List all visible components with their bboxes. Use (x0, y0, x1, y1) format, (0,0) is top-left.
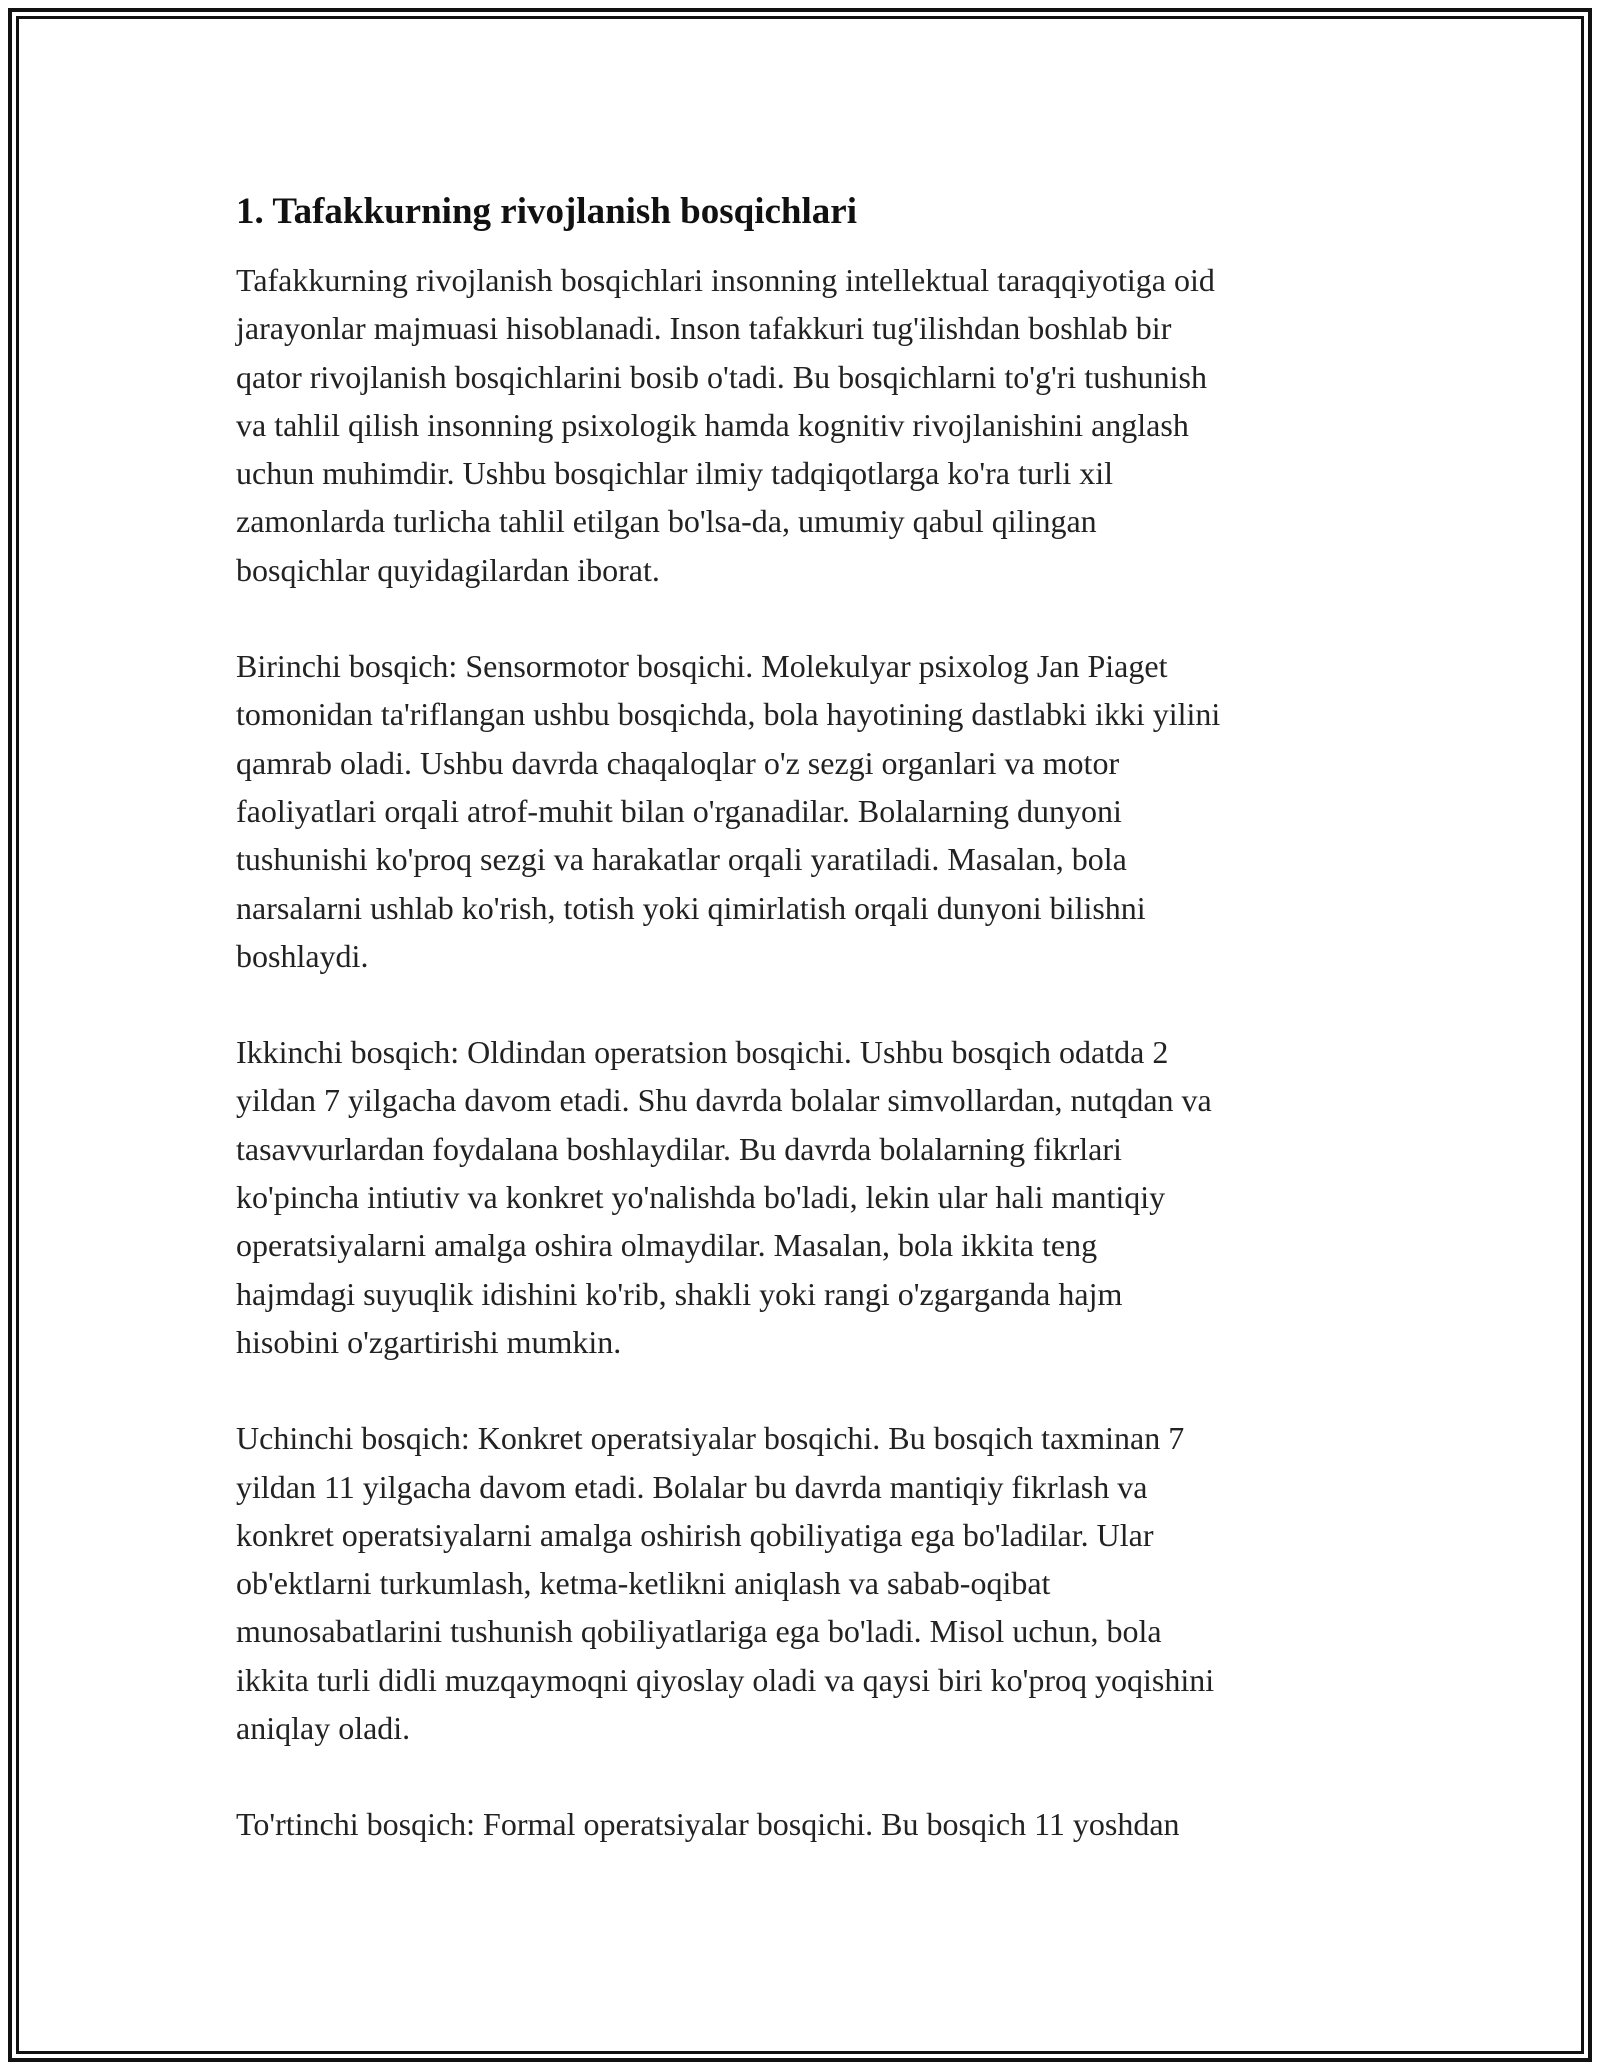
paragraph-stage-2: Ikkinchi bosqich: Oldindan operatsion bosqichi. Ushbu bosqich odatda 2 yildan 7 yilgacha davom etadi. Shu davrda bolalar simvollardan, nutqdan va tasavvurlardan foydalana boshlaydilar. Bu davrda bolalarning fikrlari ko'pincha intiutiv va konkret yo'nalishda bo'ladi, lekin ular hali mantiqiy operatsiyalarni amalga oshira olmaydilar. Masalan, bola ikkita teng hajmdagi suyuqlik idishini ko'rib, shakli yoki rangi o'zgarganda hajm hisobini o'zgartirishi mumkin. (236, 1034, 1212, 1360)
section-heading: 1. Tafakkurning rivojlanish bosqichlari (236, 191, 857, 232)
paragraph-stage-4: To'rtinchi bosqich: Formal operatsiyalar bosqichi. Bu bosqich 11 yoshdan (236, 1806, 1180, 1843)
paragraph-list (236, 256, 1376, 1849)
document-body (236, 186, 1376, 1897)
paragraph-stage-1: Birinchi bosqich: Sensormotor bosqichi. Molekulyar psixolog Jan Piaget tomonidan ta'riflangan ushbu bosqichda, bola hayotining dastlabki ikki yilini qamrab oladi. Ushbu davrda chaqaloqlar o'z sezgi organlari va motor faoliyatlari orqali atrof-muhit bilan o'rganadilar. Bolalarning dunyoni tushunishi ko'proq sezgi va harakatlar orqali yaratiladi. Masalan, bola narsalarni ushlab ko'rish, totish yoki qimirlatish orqali dunyoni bilishni boshlaydi. (236, 648, 1221, 974)
paragraph-stage-3: Uchinchi bosqich: Konkret operatsiyalar bosqichi. Bu bosqich taxminan 7 yildan 11 yilgacha davom etadi. Bolalar bu davrda mantiqiy fikrlash va konkret operatsiyalarni amalga oshirish qobiliyatiga ega bo'ladilar. Ular ob'ektlarni turkumlash, ketma-ketlikni aniqlash va sabab-oqibat munosabatlarini tushunish qobiliyatlariga ega bo'ladi. Misol uchun, bola ikkita turli didli muzqaymoqni qiyoslay oladi va qaysi biri ko'proq yoqishini aniqlay oladi. (236, 1420, 1215, 1747)
paragraph-intro: Tafakkurning rivojlanish bosqichlari insonning intellektual taraqqiyotiga oid jarayonlar majmuasi hisoblanadi. Inson tafakkuri tug'ilishdan boshlab bir qator rivojlanish bosqichlarini bosib o'tadi. Bu bosqichlarni to'g'ri tushunish va tahlil qilish insonning psixologik hamda kognitiv rivojlanishini anglash uchun muhimdir. Ushbu bosqichlar ilmiy tadqiqotlarga ko'ra turli xil zamonlarda turlicha tahlil etilgan bo'lsa-da, umumiy qabul qilingan bosqichlar quyidagilardan iborat. (236, 262, 1215, 588)
